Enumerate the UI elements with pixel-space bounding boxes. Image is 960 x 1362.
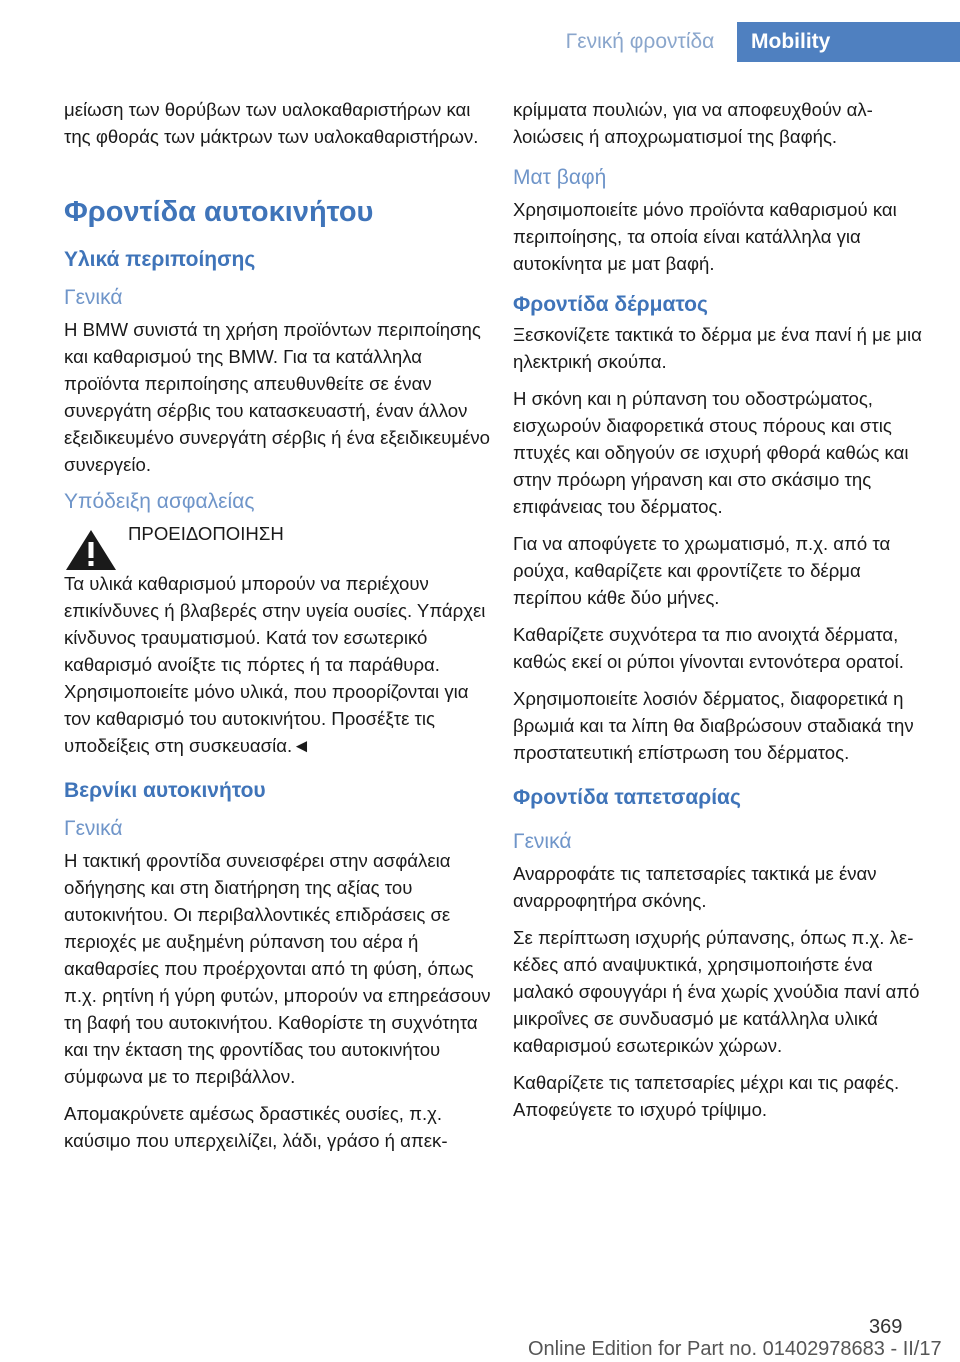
- safety-note-title: Υπόδειξη ασφαλείας: [64, 490, 255, 513]
- car-care-title: Φροντίδα αυτοκινήτου: [64, 196, 374, 228]
- leather-paragraph: Χρησιμοποιείτε λοσιόν δέρματος, διαφορετικά η βρωμιά και τα λίπη θα διαβρώσουν σταδιακά την προστατευτική επίστρωση του δέρματος.: [513, 688, 914, 763]
- chapter-tab: Mobility: [737, 22, 960, 62]
- upholstery-paragraph: Καθαρίζετε τις ταπετσαρίες μέχρι και τις ραφές. Αποφεύγετε το ισχυρό τρίψιμο.: [513, 1072, 900, 1120]
- general-paragraph: Η τακτική φροντίδα συνεισφέρει στην ασφάλεια οδήγησης και στη διατήρηση της αξίας του αυτοκινήτου. Οι περιβαλλοντικές επιδράσεις σε περιοχές με αυξημένη ρύπανση του αέρα ή ακαθαρσίες που προέρχονται από τη φύση, όπως π.χ. ρητίνη ή γύρη φυτών, μπορούν να επηρεάσουν τη βαφή του αυτοκινήτου. Καθορίστε τη συχνότητα και την έκταση της φροντίδας του αυτοκινήτου σύμφωνα με το περιβάλλον.: [64, 850, 491, 1087]
- left-column: [64, 96, 494, 1164]
- general-paragraph: Απομακρύνετε αμέσως δραστικές ουσίες, π.χ. καύσιμο που υπερχειλίζει, λάδι, γράσο ή απεκ-: [64, 1103, 448, 1151]
- care-products-title: Υλικά περιποίησης: [64, 248, 256, 271]
- upholstery-care-title: Φροντίδα ταπετσαρίας: [513, 786, 741, 809]
- page-header: [0, 22, 960, 62]
- continued-paragraph: κρίμματα πουλιών, για να αποφευχθούν αλλοιώσεις ή αποχρωματισμοί της βαφής.: [513, 99, 873, 147]
- page-number: 369: [869, 1316, 903, 1338]
- section-tab: Γενική φροντίδα: [565, 30, 715, 53]
- warning-content: [128, 520, 284, 572]
- leather-paragraph: Η σκόνη και η ρύπανση του οδοστρώματος, εισχωρούν διαφορετικά στους πόρους και στις πτυχές και οδηγούν σε ισχυρή φθορά καθώς και στην πρόωρη γήρανση και στο σκάσιμο της επιφάνειας του δέρματος.: [513, 388, 909, 517]
- leather-care-title: Φροντίδα δέρματος: [513, 293, 708, 316]
- matte-paint-title: Ματ βαφή: [513, 166, 607, 189]
- leather-paragraph: Ξεσκονίζετε τακτικά το δέρμα με ένα πανί ή με μια ηλεκτρική σκούπα.: [513, 324, 922, 372]
- general-title: Γενικά: [513, 830, 572, 853]
- edition-footer: Online Edition for Part no. 01402978683 - II/17: [528, 1338, 942, 1360]
- general-title: Γενικά: [64, 286, 123, 309]
- matte-paint-paragraph: Χρησιμοποιείτε μόνο προϊόντα καθαρισμού και περιποίησης, τα οποία είναι κατάλληλα για αυτοκίνητα με ματ βαφή.: [513, 199, 897, 274]
- upholstery-paragraph: Σε περίπτωση ισχυρής ρύπανσης, όπως π.χ. λεκέδες από αναψυκτικά, χρησιμοποιήστε ένα μαλακό σφουγγάρι ή ένα χωρίς χνούδια πανί από μικροΐνες σε συνδυασμό με κατάλληλα υλικά καθαρισμού εσωτερικών χώρων.: [513, 927, 920, 1056]
- leather-paragraph: Για να αποφύγετε το χρωματισμό, π.χ. από τα ρούχα, καθαρίζετε και φροντίζετε το δέρμα περίπου κάθε δύο μήνες.: [513, 533, 891, 608]
- intro-paragraph: μείωση των θορύβων των υαλοκαθαριστήρων και της φθοράς των μάκτρων των υαλοκαθαριστήρων.: [64, 99, 479, 147]
- warning-text: Τα υλικά καθαρισμού μπορούν να περιέχουν επικίνδυνες ή βλαβερές στην υγεία ουσίες. Υπάρχει κίνδυνος τραυματισμού. Κατά τον εσωτερικό καθαρισμό ανοίξτε τις πόρτες ή τα παράθυρα. Χρησιμοποιείτε μόνο υλικά, που προορίζονται για τον καθαρισμό του αυτοκινήτου. Προσέξτε τις υποδείξεις στη συσκευασία.◄: [64, 573, 486, 756]
- leather-paragraph: Καθαρίζετε συχνότερα τα πιο ανοιχτά δέρματα, καθώς εκεί οι ρύποι γίνονται εντονότερα ορατοί.: [513, 624, 904, 672]
- paint-title: Βερνίκι αυτοκινήτου: [64, 779, 266, 802]
- warning-triangle-icon: [64, 528, 118, 572]
- warning-block: [64, 520, 494, 572]
- upholstery-paragraph: Αναρροφάτε τις ταπετσαρίες τακτικά με έναν αναρροφητήρα σκόνης.: [513, 863, 877, 911]
- general-title: Γενικά: [64, 817, 123, 840]
- warning-heading: ΠΡΟΕΙΔΟΠΟΙΗΣΗ: [128, 523, 284, 544]
- right-column: [513, 96, 933, 1133]
- general-paragraph: Η BMW συνιστά τη χρήση προϊόντων περιποίησης και καθαρισμού της BMW. Για τα κατάλληλα προϊόντα περιποίησης απευθυνθείτε σε έναν συνεργάτη σέρβις του κατασκευαστή, έναν άλλον εξειδικευμένο συνεργάτη σέρβις ή ένα εξειδικευμένο συνεργείο.: [64, 319, 490, 475]
